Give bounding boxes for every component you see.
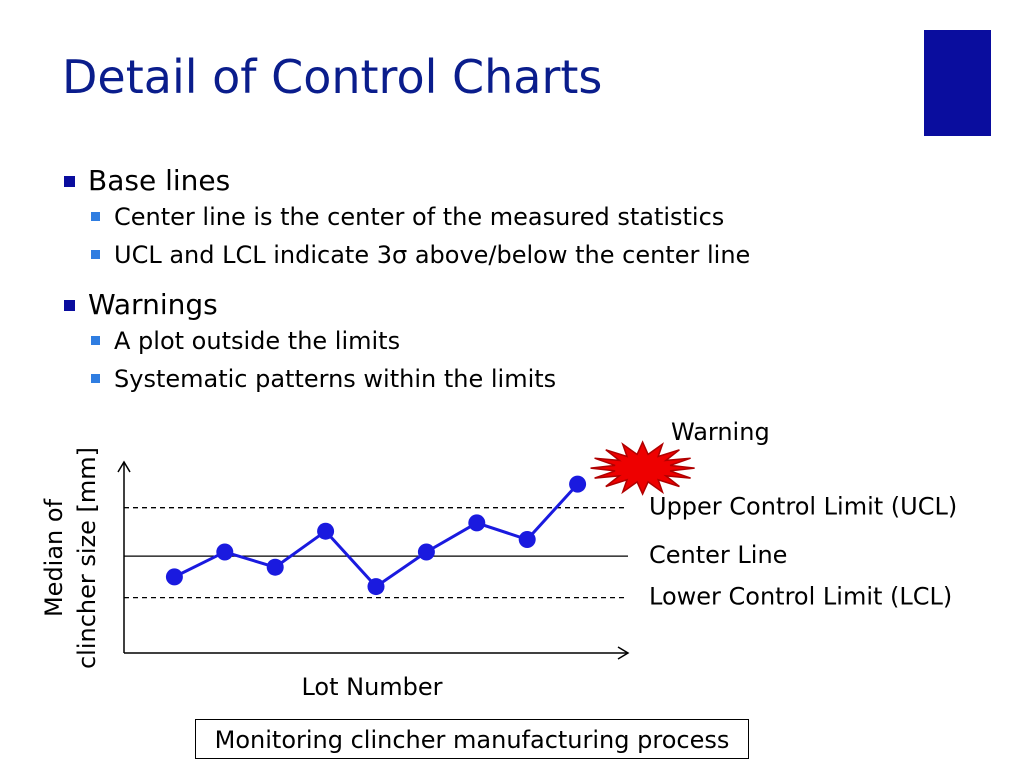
data-point	[166, 568, 183, 585]
sub-bullet-text: Center line is the center of the measured statistics	[114, 203, 725, 231]
data-point	[569, 476, 586, 493]
data-point	[468, 514, 485, 531]
warning-label: Warning	[671, 418, 770, 446]
bullet-text: Base lines	[88, 164, 231, 197]
page-title: Detail of Control Charts	[62, 50, 603, 104]
center-label: Center Line	[649, 541, 788, 570]
data-point	[317, 523, 334, 540]
bullet-text: Warnings	[88, 288, 218, 321]
series-line	[174, 484, 577, 586]
x-axis-label: Lot Number	[301, 673, 443, 701]
sub-bullet-text: UCL and LCL indicate 3σ above/below the center line	[114, 241, 751, 269]
explosion-icon	[591, 442, 695, 494]
data-point	[418, 543, 435, 560]
data-point	[267, 559, 284, 576]
y-axis-label-line-1: Median of	[40, 498, 68, 618]
data-point	[368, 578, 385, 595]
sub-bullet-text: Systematic patterns within the limits	[114, 365, 557, 393]
lcl-label: Lower Control Limit (LCL)	[649, 582, 953, 611]
data-point	[216, 543, 233, 560]
sub-bullet-text: A plot outside the limits	[114, 327, 401, 355]
ucl-label: Upper Control Limit (UCL)	[649, 492, 958, 521]
y-axis-label-line-2: clincher size [mm]	[73, 446, 101, 670]
chart-caption: Monitoring clincher manufacturing process	[195, 719, 749, 759]
data-point	[519, 531, 536, 548]
